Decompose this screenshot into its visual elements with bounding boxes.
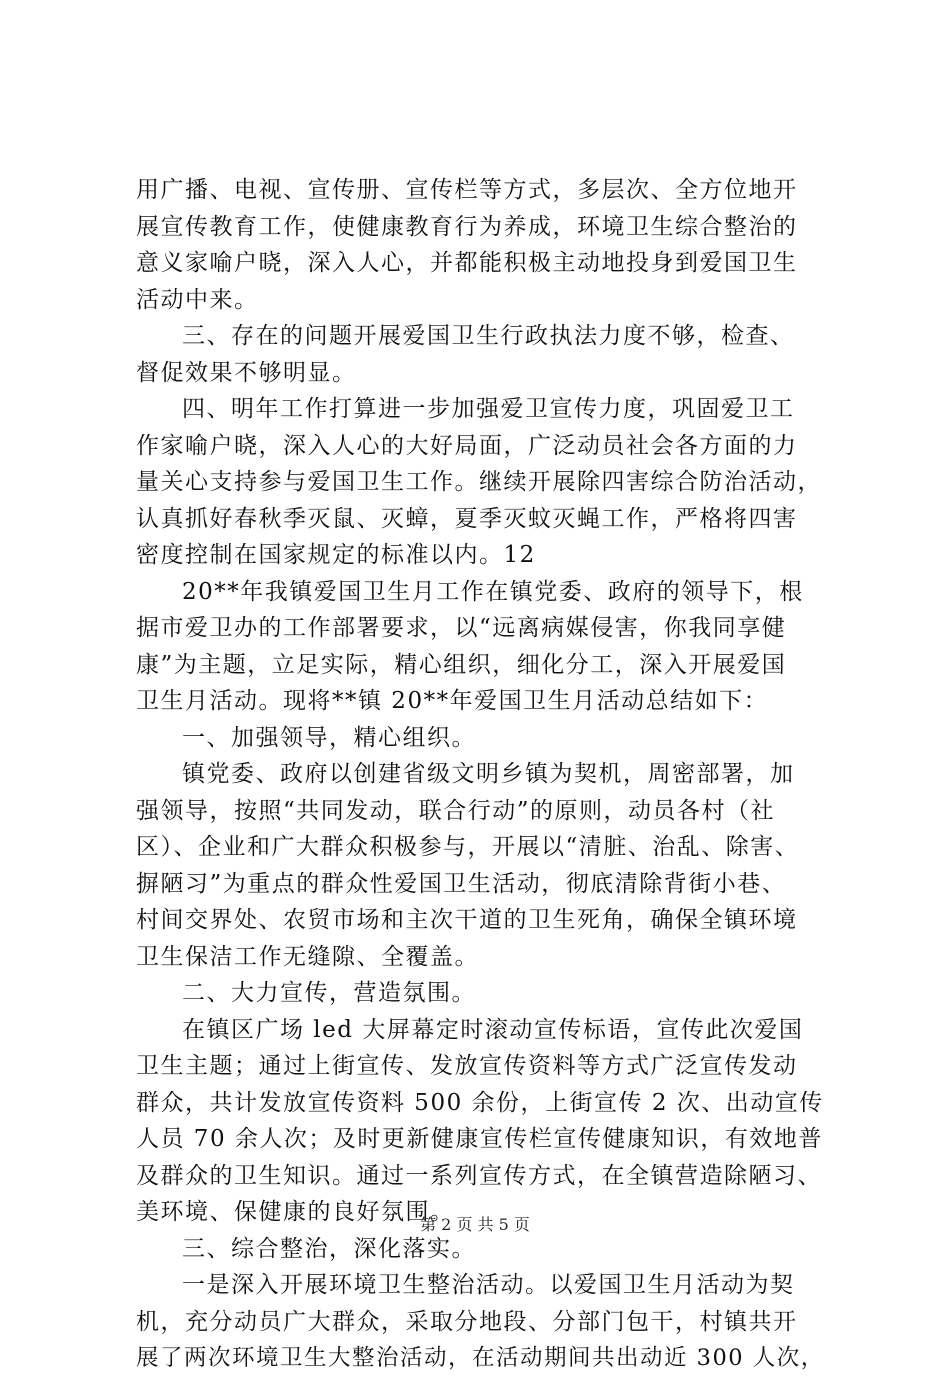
text-line: 一、加强领导，精心组织。 (182, 724, 476, 751)
text-line: 二、大力宣传，营造氛围。 (182, 980, 476, 1006)
document-body (136, 172, 831, 1377)
text-line: 认真抓好春秋季灭鼠、灭蟑，夏季灭蚊灭蝇工作，严格将四害 (136, 505, 798, 532)
text-line: 镇党委、政府以创建省级文明乡镇为契机，周密部署，加 (182, 761, 795, 787)
text-line: 展宣传教育工作，使健康教育行为养成，环境卫生综合整治的 (136, 213, 798, 240)
text-line: 意义家喻户晓，深入人心，并都能积极主动地投身到爱国卫生 (136, 250, 798, 276)
text-line: 卫生保洁工作无缝隙、全覆盖。 (136, 943, 479, 970)
text-line: 及群众的卫生知识。通过一系列宣传方式，在全镇营造除陋习、 (136, 1162, 822, 1189)
text-line: 康”为主题，立足实际，精心组织，细化分工，深入开展爱国 (136, 651, 787, 678)
text-line: 摒陋习”为重点的群众性爱国卫生活动，彻底清除背街小巷、 (136, 870, 787, 897)
text-line: 量关心支持参与爱国卫生工作。继续开展除四害综合防治活动， (136, 469, 822, 495)
text-line: 美环境、保健康的良好氛围。 (136, 1199, 455, 1225)
text-line: 村间交界处、农贸市场和主次干道的卫生死角，确保全镇环境 (136, 907, 798, 933)
text-line: 群众，共计发放宣传资料 500 余份，上街宣传 2 次、出动宣传 (136, 1089, 824, 1116)
text-line: 在镇区广场 led 大屏幕定时滚动宣传标语，宣传此次爱国 (182, 1016, 804, 1043)
text-line: 卫生月活动。现将**镇 20**年爱国卫生月活动总结如下： (136, 688, 769, 714)
text-line: 人员 70 余人次；及时更新健康宣传栏宣传健康知识，有效地普 (136, 1126, 823, 1152)
text-line: 据市爱卫办的工作部署要求，以“远离病媒侵害，你我同享健 (136, 615, 787, 641)
page-footer: 第 2 页 共 5 页 (420, 1215, 530, 1234)
text-line: 活动中来。 (136, 286, 259, 313)
text-line: 一是深入开展环境卫生整治活动。以爱国卫生月活动为契 (182, 1272, 795, 1298)
text-line: 三、综合整治，深化落实。 (182, 1235, 476, 1262)
text-line: 四、明年工作打算进一步加强爱卫宣传力度，巩固爱卫工 (182, 396, 795, 422)
text-line: 区）、企业和广大群众积极参与，开展以“清脏、治乱、除害、 (136, 834, 800, 860)
text-line: 作家喻户晓，深入人心的大好局面，广泛动员社会各方面的力 (136, 432, 798, 459)
text-line: 卫生主题；通过上街宣传、发放宣传资料等方式广泛宣传发动 (136, 1053, 798, 1079)
text-line: 展了两次环境卫生大整治活动，在活动期间共出动近 300 人次， (136, 1345, 825, 1371)
text-line: 密度控制在国家规定的标准以内。12 (136, 542, 536, 568)
text-line: 强领导，按照“共同发动，联合行动”的原则，动员各村（社 (136, 797, 776, 824)
text-line: 用广播、电视、宣传册、宣传栏等方式，多层次、全方位地开 (136, 177, 798, 203)
text-line: 20**年我镇爱国卫生月工作在镇党委、政府的领导下，根 (182, 578, 804, 605)
text-line: 督促效果不够明显。 (136, 359, 357, 386)
text-line: 机，充分动员广大群众，采取分地段、分部门包干，村镇共开 (136, 1308, 798, 1335)
text-line: 三、存在的问题开展爱国卫生行政执法力度不够，检查、 (182, 323, 795, 349)
